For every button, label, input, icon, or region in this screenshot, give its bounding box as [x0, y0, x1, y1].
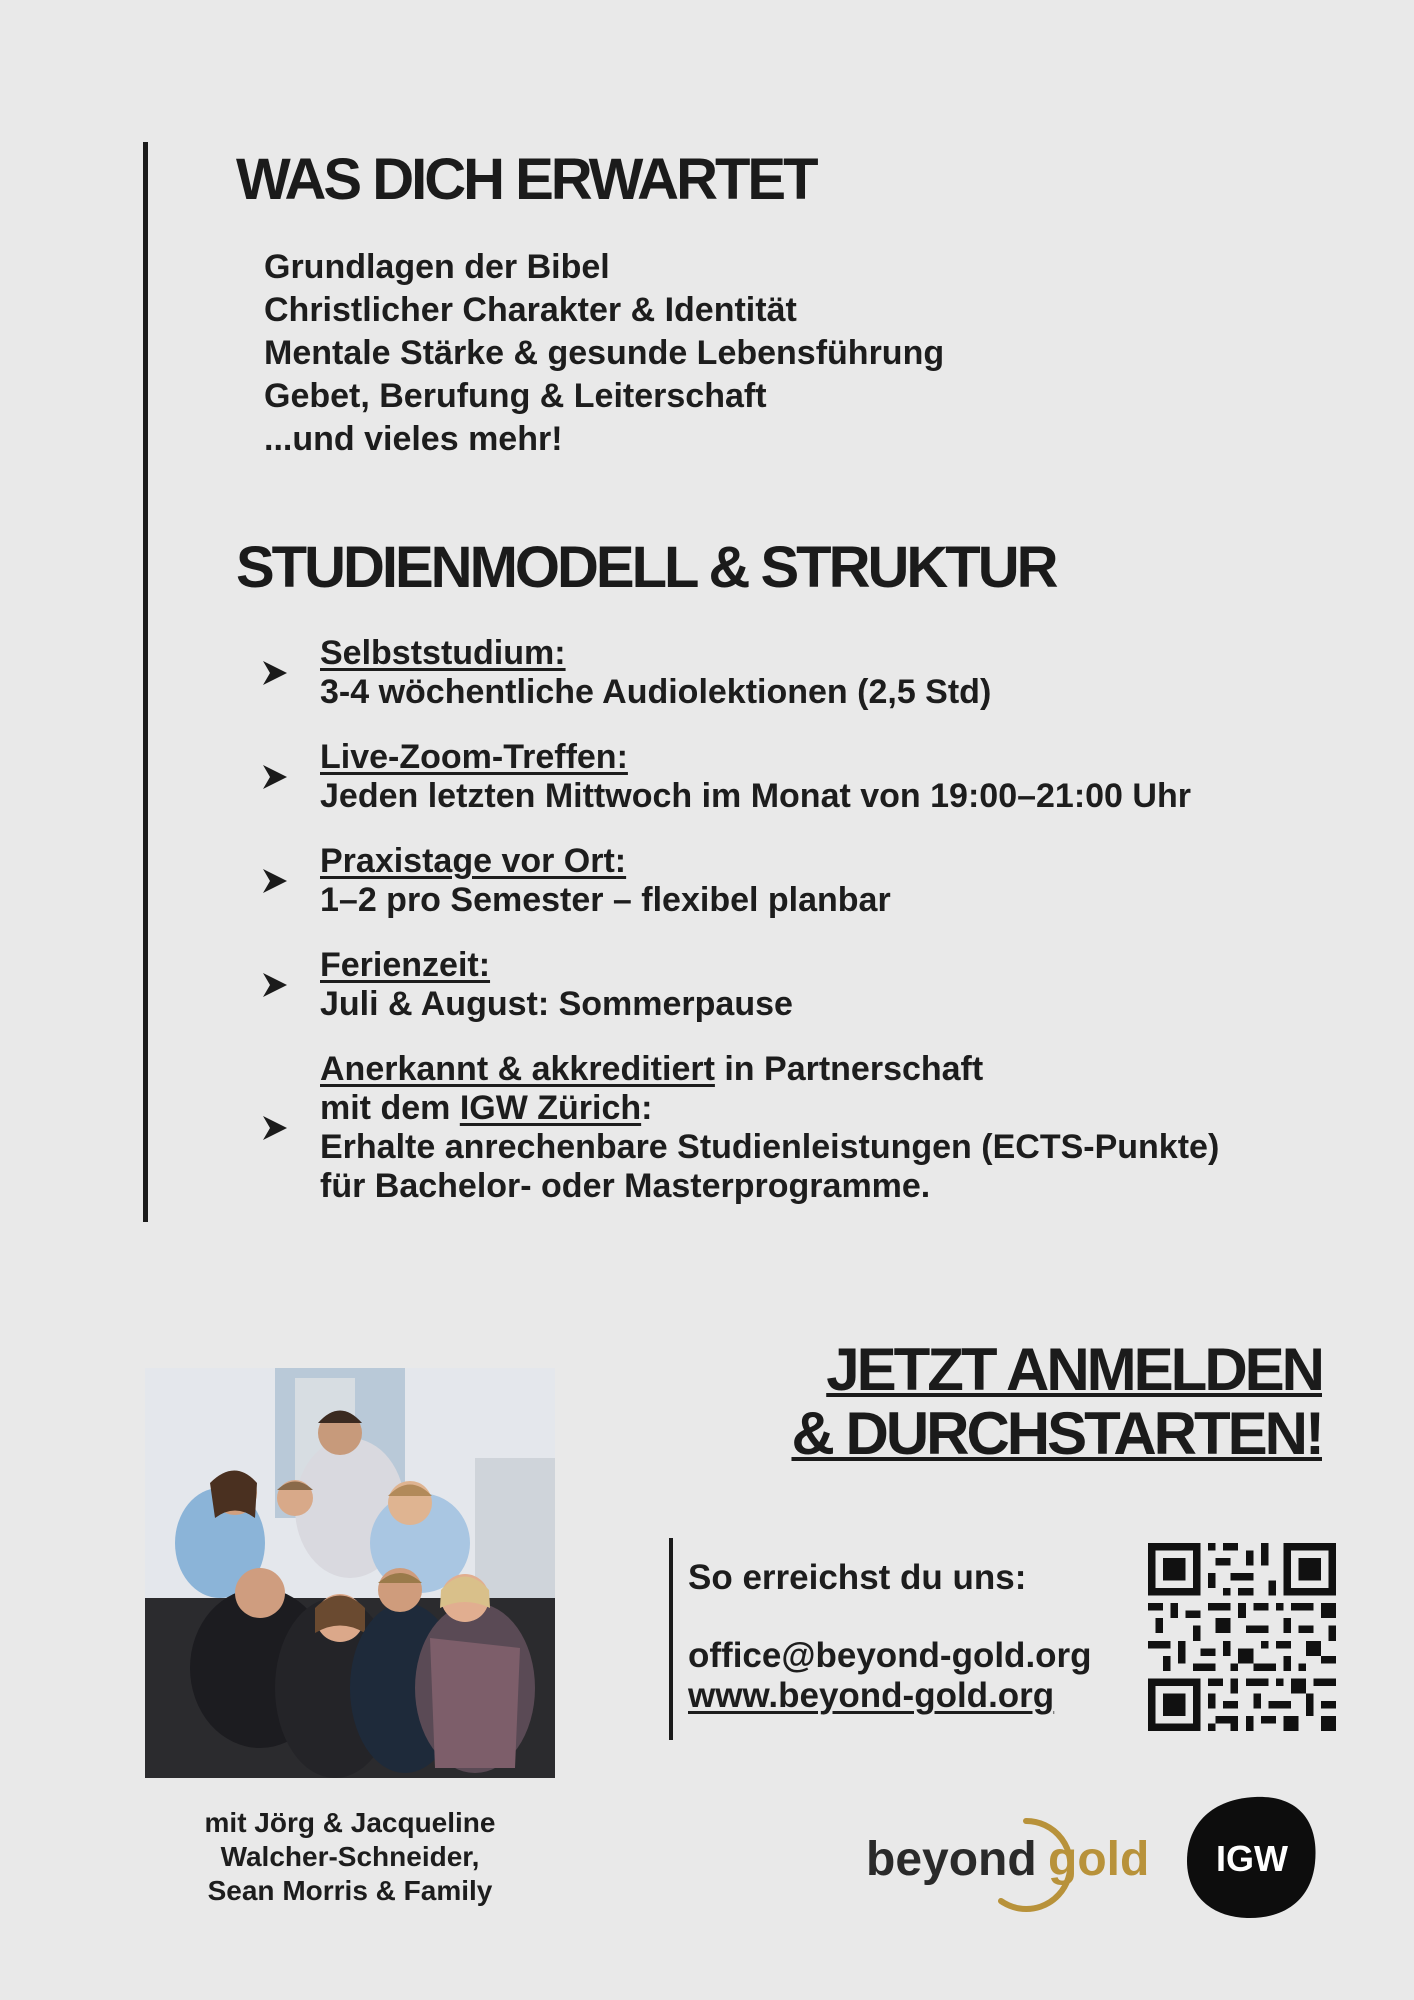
- heading-study-model: STUDIENMODELL & STRUKTUR: [236, 535, 1056, 600]
- website-link[interactable]: www.beyond-gold.org: [688, 1676, 1055, 1715]
- structure-item-title: Ferienzeit:: [320, 946, 491, 984]
- left-accent-bar: [143, 142, 148, 1222]
- list-item: Grundlagen der Bibel: [264, 248, 610, 286]
- structure-item-text: Juli & August: Sommerpause: [320, 985, 793, 1023]
- chevron-right-icon: [260, 762, 290, 792]
- chevron-right-icon: [260, 866, 290, 896]
- list-item: Gebet, Berufung & Leiterschaft: [264, 377, 767, 415]
- structure-item-title: Praxistage vor Ort:: [320, 842, 627, 880]
- structure-item: [260, 738, 1340, 816]
- structure-item-text: 3-4 wöchentliche Audiolektionen (2,5 Std): [320, 673, 992, 711]
- list-item: Mentale Stärke & gesunde Lebensführung: [264, 334, 945, 372]
- accredited-label: Anerkannt & akkreditiert: [320, 1050, 715, 1088]
- contact-divider: [669, 1538, 673, 1740]
- photo-caption: mit Jörg & Jacqueline Walcher-Schneider, Sean Morris & Family: [204, 1807, 496, 1906]
- chevron-right-icon: [260, 970, 290, 1000]
- chevron-right-icon: [260, 1113, 290, 1143]
- list-item: Christlicher Charakter & Identität: [264, 291, 797, 329]
- qr-code[interactable]: [1148, 1543, 1336, 1731]
- structure-item-accreditation: Anerkannt & akkreditiert in Partnerschaft mit dem IGW Zürich: Erhalte anrechenbare Studienleistungen (ECTS-Punkte) für Bachelor- oder Masterprogramme.: [260, 1050, 1340, 1206]
- expectations-list: [264, 246, 944, 461]
- structure-item-title: Selbststudium:: [320, 634, 566, 672]
- contact-label: So erreichst du uns:: [688, 1558, 1027, 1597]
- gold-word: gold: [1048, 1833, 1150, 1886]
- structure-item: [260, 946, 1340, 1024]
- igw-logo: [1185, 1793, 1319, 1921]
- study-structure-list: [260, 634, 1340, 1232]
- igw-word: IGW: [1216, 1838, 1288, 1879]
- chevron-right-icon: [260, 658, 290, 688]
- contact-block: [688, 1558, 1092, 1716]
- family-photo: [145, 1368, 555, 1778]
- structure-item: [260, 842, 1340, 920]
- heading-expectations: WAS DICH ERWARTET: [236, 147, 816, 212]
- structure-item-text: 1–2 pro Semester – flexibel planbar: [320, 881, 891, 919]
- igw-zurich-link[interactable]: IGW Zürich: [459, 1089, 642, 1127]
- list-item: ...und vieles mehr!: [264, 420, 563, 458]
- structure-item-title: Live-Zoom-Treffen:: [320, 738, 628, 776]
- beyond-word: beyond: [866, 1833, 1037, 1886]
- email-link[interactable]: office@beyond-gold.org: [688, 1636, 1092, 1675]
- beyond-gold-logo: [866, 1805, 1150, 1910]
- cta-heading[interactable]: JETZT ANMELDEN & DURCHSTARTEN!: [791, 1336, 1322, 1467]
- structure-item-text: Jeden letzten Mittwoch im Monat von 19:00–21:00 Uhr: [320, 777, 1191, 815]
- structure-item: [260, 634, 1340, 712]
